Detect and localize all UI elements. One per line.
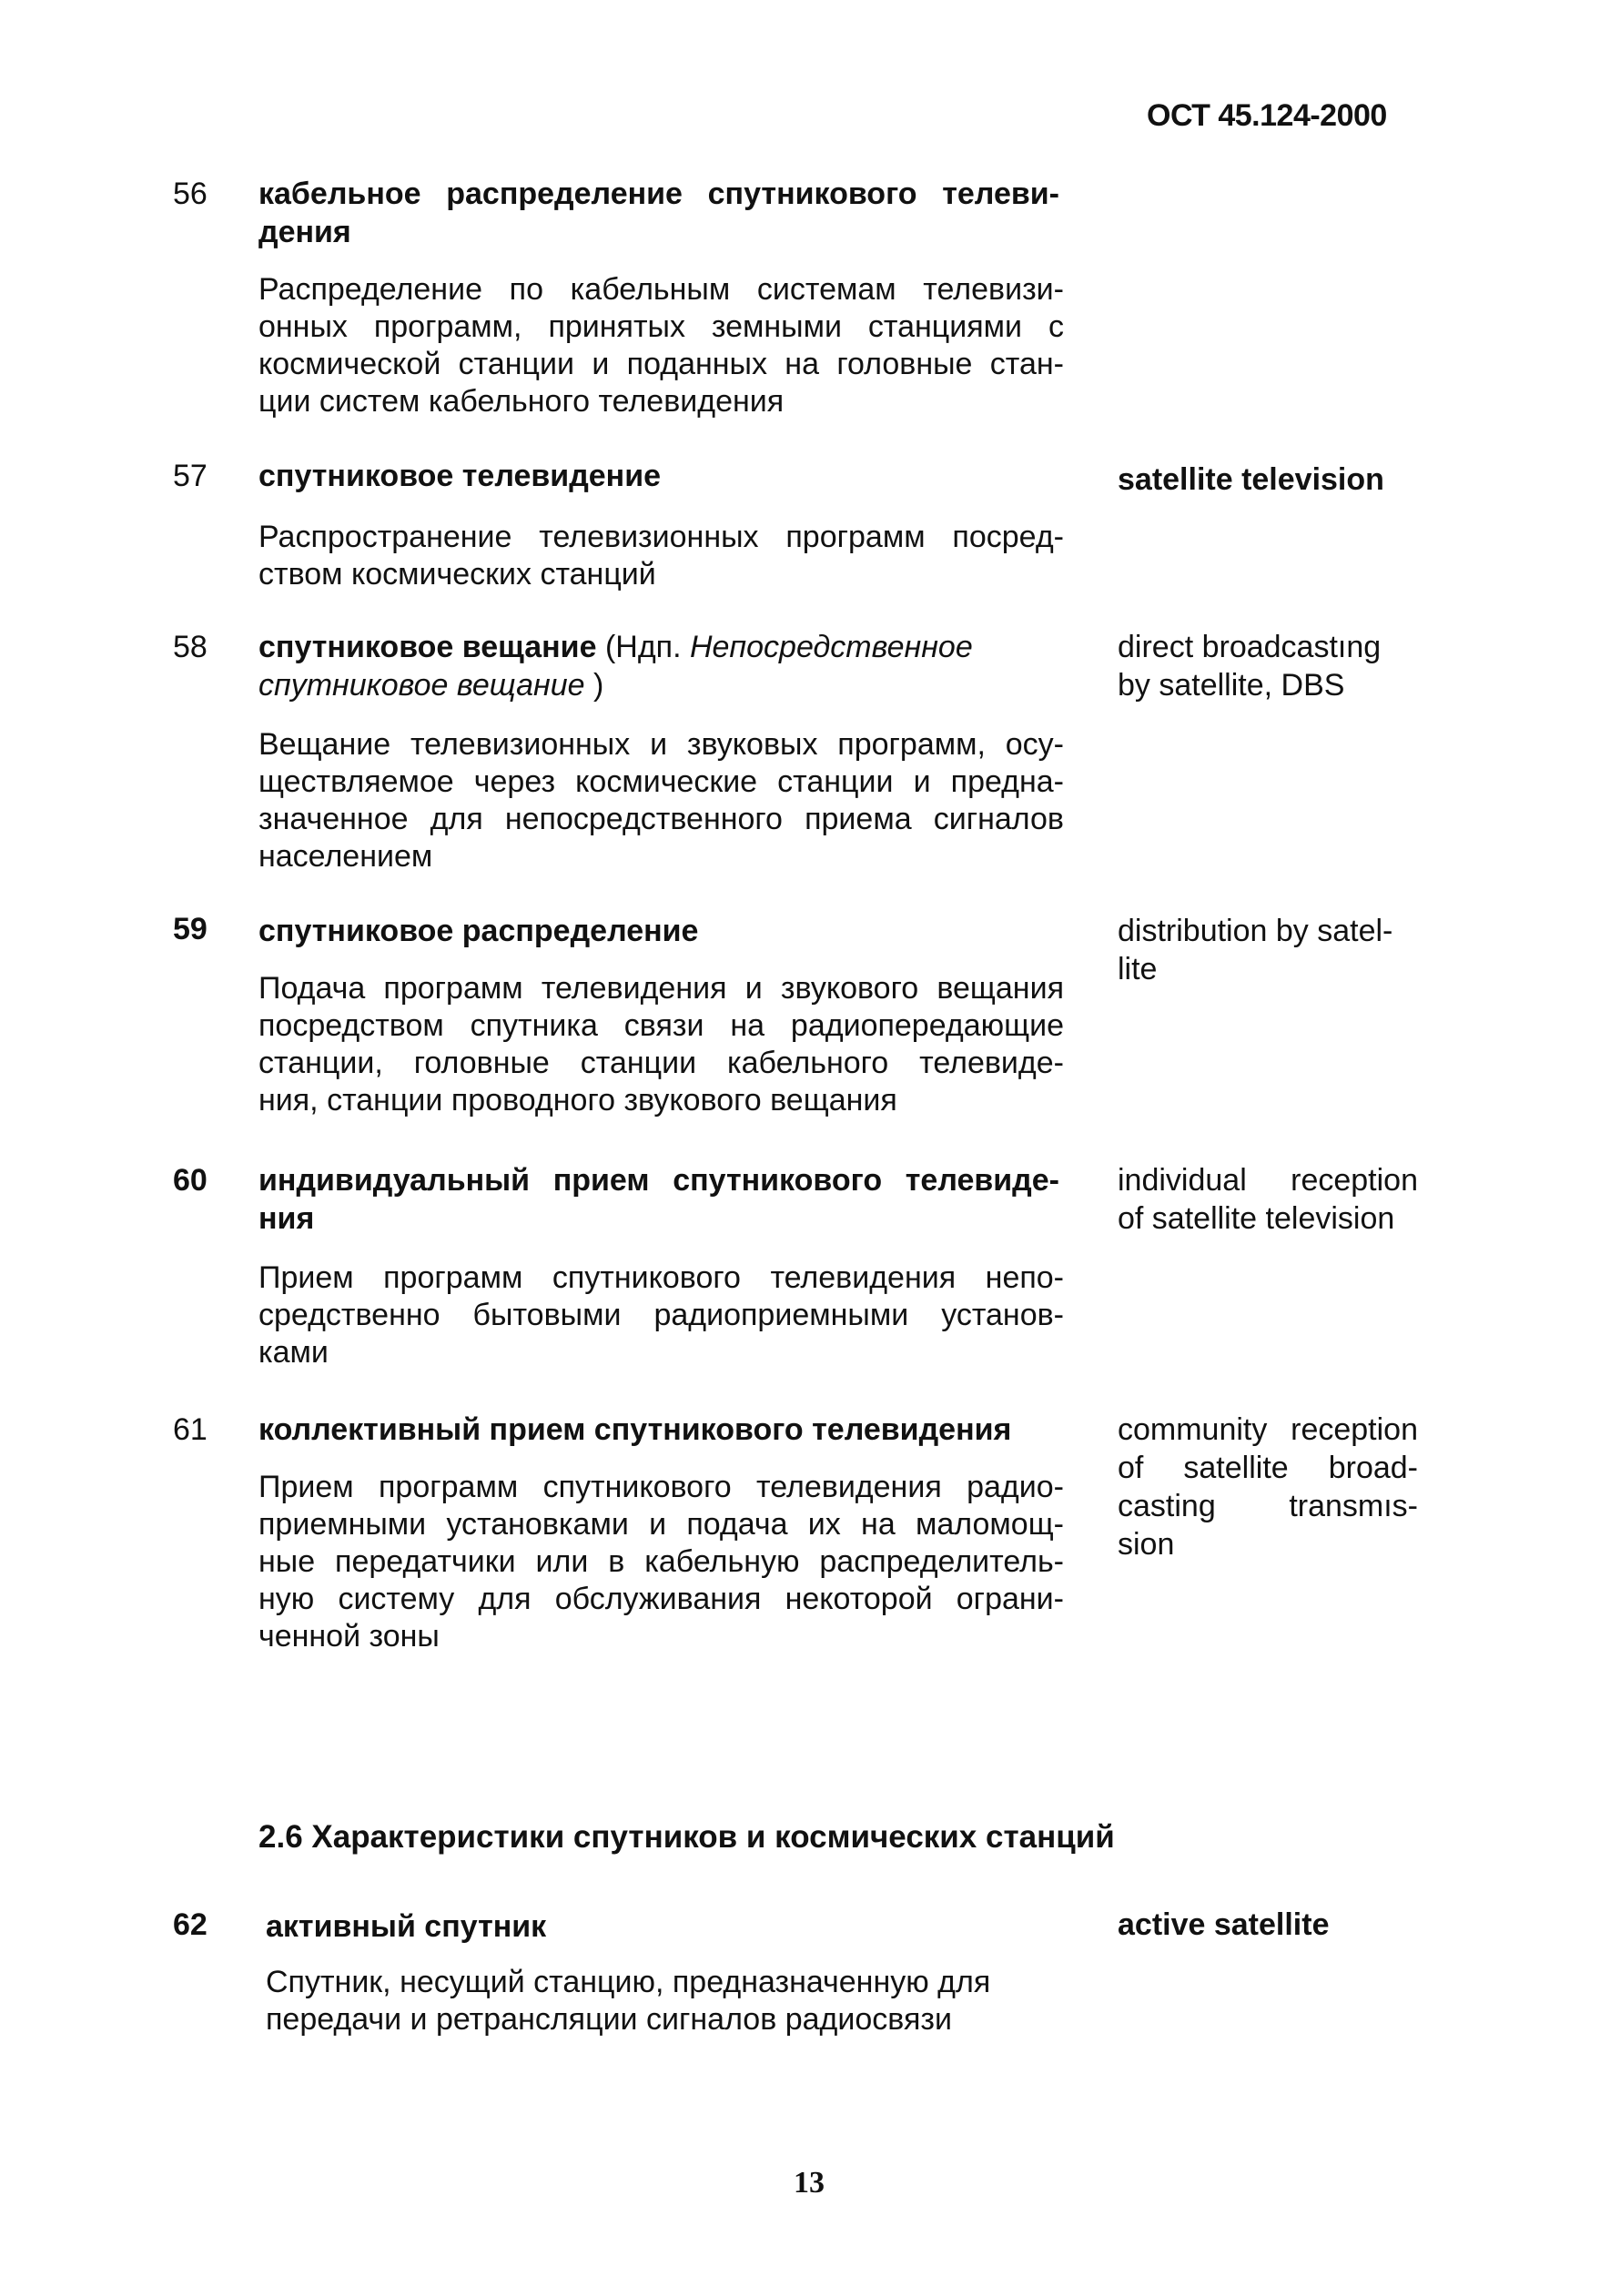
entry-definition [258,970,1064,1119]
term-line: коллективный прием спутникового телевидения [258,1412,1012,1447]
english-equivalent [1118,1161,1418,1238]
entry-term [258,1161,1059,1238]
english-equivalent [1118,1411,1418,1563]
page-number: 13 [794,2166,825,2200]
definition-line: онных программ, принятых земными станциями с [258,309,1064,344]
definition-line: ции систем кабельного телевидения [258,384,785,419]
definition-line: Спутник, несущий станцию, предназначенную для [266,1965,991,1999]
entry-term [258,628,1023,704]
definition-line: Подача программ телевидения и звукового вещания [258,971,1064,1006]
term-line: спутниковое телевидение [258,459,662,493]
definition-line: передачи и ретрансляции сигналов радиосвязи [266,2002,952,2037]
entry-definition [258,726,1064,875]
term-note-close: ) [584,668,604,703]
english-equivalent [1118,912,1418,988]
entry-number: 57 [173,459,208,493]
definition-line: ные передатчики или в кабельную распределитель- [258,1544,1064,1579]
english-line: direct broadcastıng [1118,630,1382,664]
entry-definition [258,1259,1064,1371]
term-note-open: (Ндп. [596,630,690,664]
entry-definition [258,519,1064,593]
entry-number: 60 [173,1163,208,1198]
document-code: ОСТ 45.124-2000 [1147,98,1387,133]
definition-line: ками [258,1335,329,1370]
english-line: lite [1118,952,1158,986]
term-note-italic: Непосредственное [689,630,973,664]
english-line: of satellite broad- [1118,1451,1418,1485]
entry-number: 61 [173,1412,208,1447]
term-main: спутниковое вещание [258,630,597,664]
definition-line: космической станции и поданных на головные стан- [258,347,1064,381]
entry-definition [258,1469,1064,1655]
entry-term [258,1411,1059,1449]
english-line: community reception [1118,1412,1418,1447]
english-line: active satellite [1118,1907,1330,1942]
definition-line: станции, головные станции кабельного телевиде- [258,1046,1064,1080]
entry-term [258,457,1059,495]
term-line: активный спутник [266,1909,547,1944]
definition-line: средственно бытовыми радиоприемными установ- [258,1298,1064,1332]
entry-term [258,175,1059,251]
entry-number: 62 [173,1907,208,1942]
english-line: by satellite, DBS [1118,668,1345,703]
definition-line: Вещание телевизионных и звуковых программ, осу- [258,727,1064,762]
english-line: satellite television [1118,462,1384,497]
english-line: of satellite television [1118,1201,1395,1236]
definition-line: Прием программ спутникового телевидения непо- [258,1260,1064,1295]
term-line: кабельное распределение спутникового телеви- [258,177,1059,211]
definition-line: ную систему для обслуживания некоторой ограни- [258,1582,1064,1616]
entry-number: 58 [173,630,208,664]
definition-line: ством космических станций [258,557,656,592]
entry-term [258,912,1059,950]
entry-number: 56 [173,177,208,211]
definition-line: Прием программ спутникового телевидения радио- [258,1470,1064,1504]
entry-definition [266,1964,1021,2038]
entry-number: 59 [173,912,208,946]
english-line: casting transmıs- [1118,1489,1418,1523]
english-equivalent [1118,628,1418,704]
term-note-italic: спутниковое вещание [258,668,585,703]
english-equivalent [1118,1906,1418,1944]
term-line: спутниковое распределение [258,914,699,948]
term-line: ния [258,1201,315,1236]
term-line: дения [258,215,351,249]
definition-line: населением [258,839,433,874]
english-line: individual reception [1118,1163,1418,1198]
definition-line: Распределение по кабельным системам телевизи- [258,272,1064,307]
english-equivalent [1118,460,1418,499]
definition-line: ществляемое через космические станции и предна- [258,764,1064,799]
entry-definition [258,271,1064,420]
entry-term [266,1907,1067,1946]
definition-line: ния, станции проводного звукового вещания [258,1083,897,1118]
term-line: индивидуальный прием спутникового телевиде- [258,1163,1059,1198]
definition-line: Распространение телевизионных программ посред- [258,520,1064,554]
definition-line: посредством спутника связи на радиопередающие [258,1008,1064,1043]
english-line: distribution by satel- [1118,914,1393,948]
english-line: sion [1118,1527,1175,1562]
definition-line: значенное для непосредственного приема сигналов [258,802,1064,836]
section-title: 2.6 Характеристики спутников и космических станций [258,1819,1115,1855]
definition-line: приемными установками и подача их на маломощ- [258,1507,1064,1542]
definition-line: ченной зоны [258,1619,440,1654]
